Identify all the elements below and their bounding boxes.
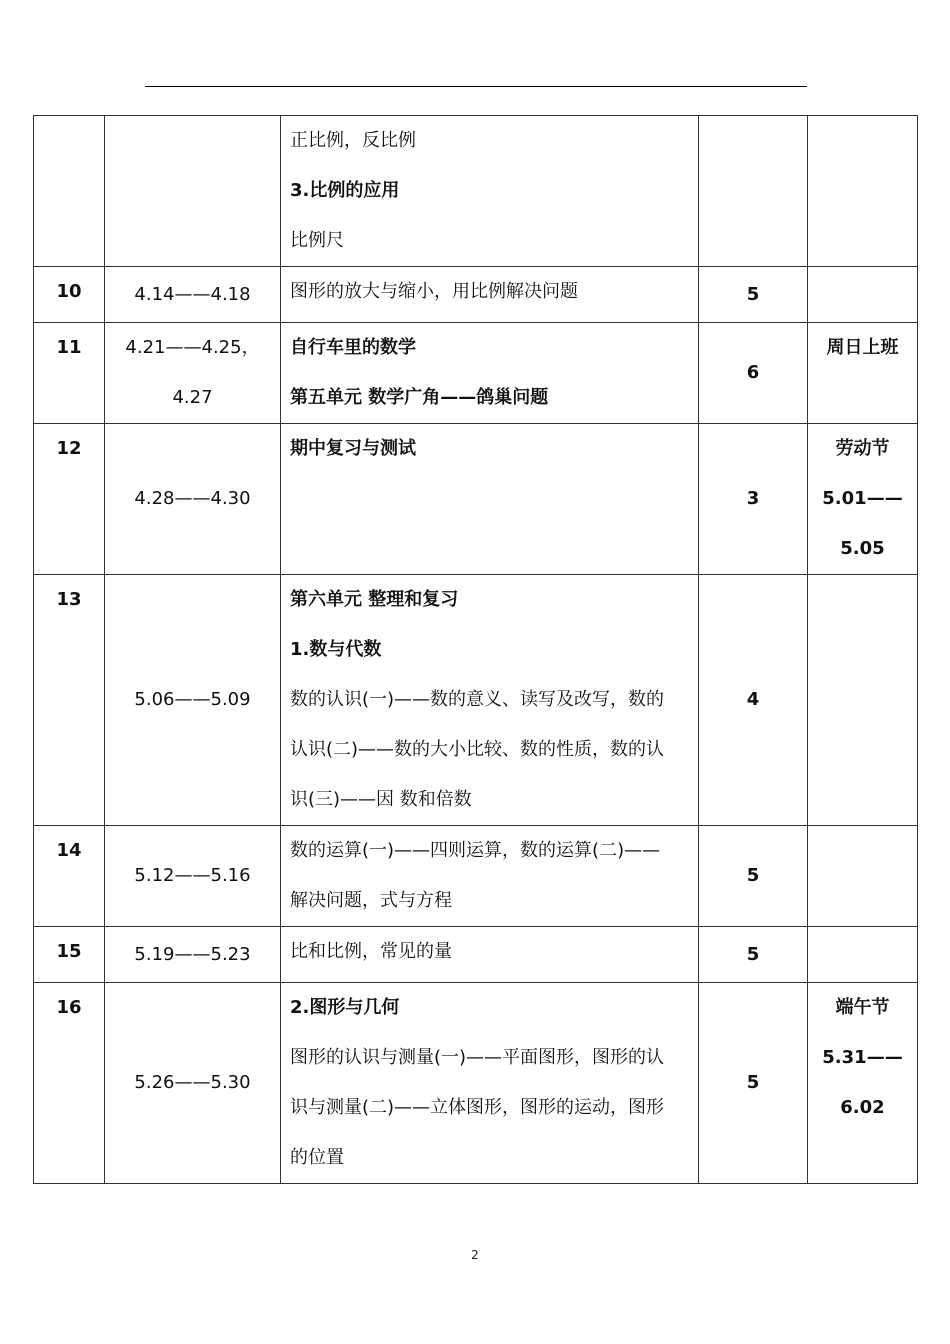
content-line: 识(三)——因 数和倍数 [290, 789, 472, 810]
hours-cell [699, 826, 808, 927]
date-range: 4.28——4.30 [134, 488, 251, 509]
content-line: 图形的放大与缩小，用比例解决问题 [290, 281, 578, 302]
content-line: 比例尺 [290, 230, 344, 251]
hours-cell [699, 267, 808, 323]
lesson-hours [699, 166, 807, 216]
date-cell [105, 983, 281, 1184]
week-number: 12 [56, 438, 82, 459]
note-cell [808, 323, 918, 424]
note-cell [808, 267, 918, 323]
schedule-body [34, 116, 918, 1184]
date-cell [105, 826, 281, 927]
table-row [34, 267, 918, 323]
content-heading: 第五单元 数学广角——鸽巢问题 [290, 387, 549, 408]
hours-cell [699, 983, 808, 1184]
week-cell [34, 323, 105, 424]
week-number: 14 [56, 840, 82, 861]
date-cell [105, 575, 281, 826]
page-number: 2 [471, 1248, 479, 1262]
note-cell [808, 575, 918, 826]
note-line: 周日上班 [826, 337, 899, 358]
content-cell [281, 983, 699, 1184]
content-heading: 自行车里的数学 [290, 337, 416, 358]
hours-cell [699, 424, 808, 575]
content-cell [281, 826, 699, 927]
week-cell [34, 116, 105, 267]
week-number: 13 [56, 589, 82, 610]
table-row [34, 826, 918, 927]
week-cell [34, 575, 105, 826]
content-line: 的位置 [290, 1147, 344, 1168]
content-cell [281, 575, 699, 826]
note-line: 5.31—— [822, 1047, 903, 1068]
content-cell [281, 323, 699, 424]
table-row [34, 927, 918, 983]
lesson-hours: 6 [746, 362, 760, 383]
content-line: 比和比例，常见的量 [290, 941, 452, 962]
content-line: 识与测量(二)——立体图形，图形的运动，图形 [290, 1097, 665, 1118]
hours-cell [699, 927, 808, 983]
header-rule [145, 86, 807, 87]
week-number: 10 [56, 281, 82, 302]
note-line: 端午节 [835, 997, 890, 1018]
week-number: 15 [56, 941, 82, 962]
hours-cell [699, 116, 808, 267]
note-cell [808, 927, 918, 983]
content-line: 正比例，反比例 [290, 130, 416, 151]
lesson-hours: 4 [746, 689, 760, 710]
week-cell [34, 983, 105, 1184]
note-cell [808, 983, 918, 1184]
content-line: 数的认识(一)——数的意义、读写及改写，数的 [290, 689, 665, 710]
table-row [34, 116, 918, 267]
week-cell [34, 927, 105, 983]
content-heading: 第六单元 整理和复习 [290, 589, 459, 610]
date-range: 5.19——5.23 [134, 943, 251, 965]
week-number: 16 [56, 997, 82, 1018]
content-cell [281, 927, 699, 983]
note-cell [808, 116, 918, 267]
lesson-hours: 5 [746, 865, 760, 886]
date-range: 4.14——4.18 [134, 283, 251, 305]
content-heading: 2.图形与几何 [290, 997, 400, 1018]
note-line: 5.01—— [822, 488, 903, 509]
content-cell [281, 267, 699, 323]
content-line: 数的运算(一)——四则运算，数的运算(二)—— [290, 840, 661, 861]
date-range: 5.06——5.09 [134, 689, 251, 710]
note-line: 劳动节 [835, 438, 890, 459]
content-heading: 3.比例的应用 [290, 180, 400, 201]
hours-cell [699, 575, 808, 826]
date-cell [105, 267, 281, 323]
date-range: 5.12——5.16 [134, 865, 251, 886]
date-range: 5.26——5.30 [134, 1072, 251, 1093]
week-cell [34, 424, 105, 575]
week-cell [34, 267, 105, 323]
content-cell [281, 116, 699, 267]
lesson-hours: 5 [746, 1072, 760, 1093]
table-row [34, 575, 918, 826]
note-cell [808, 826, 918, 927]
table-row [34, 323, 918, 424]
note-line: 5.05 [840, 538, 885, 559]
date-range: 4.27 [172, 387, 213, 408]
content-line: 解决问题，式与方程 [290, 890, 452, 911]
note-line: 6.02 [840, 1097, 885, 1118]
schedule-table [33, 115, 918, 1184]
date-cell [105, 116, 281, 267]
content-line: 图形的认识与测量(一)——平面图形，图形的认 [290, 1047, 665, 1068]
week-cell [34, 826, 105, 927]
date-cell [105, 927, 281, 983]
lesson-hours: 3 [746, 488, 760, 509]
content-line: 认识(二)——数的大小比较、数的性质，数的认 [290, 739, 665, 760]
week-number [34, 116, 104, 166]
date-cell [105, 424, 281, 575]
date-range: 4.21——4.25， [125, 337, 260, 358]
lesson-hours: 5 [746, 943, 760, 965]
note-cell [808, 424, 918, 575]
content-cell [281, 424, 699, 575]
date-cell [105, 323, 281, 424]
week-number: 11 [56, 337, 82, 358]
lesson-hours: 5 [746, 283, 760, 305]
table-row [34, 983, 918, 1184]
table-row [34, 424, 918, 575]
content-heading: 1.数与代数 [290, 639, 382, 660]
hours-cell [699, 323, 808, 424]
content-heading: 期中复习与测试 [290, 438, 416, 459]
